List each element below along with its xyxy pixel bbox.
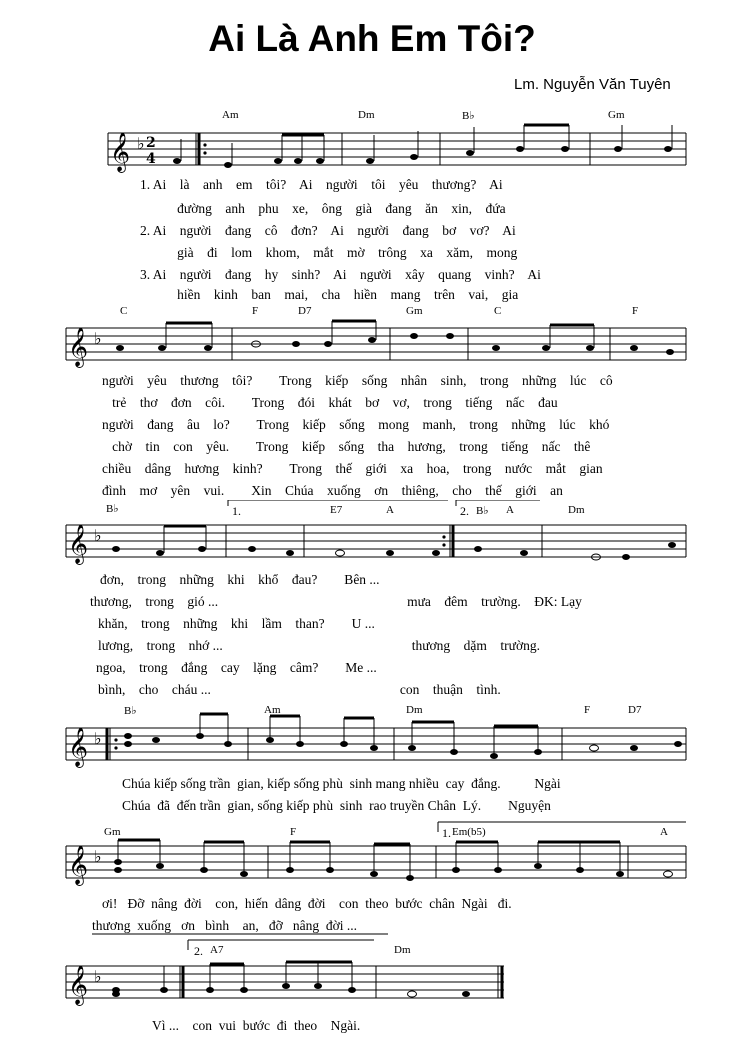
chord-symbol: B♭ (476, 505, 489, 517)
chord-symbol: Am (264, 704, 281, 716)
flat-icon: ♭ (94, 729, 102, 748)
lyric-line: thương, trong gió ... mưa đêm trường. ĐK: Lạy (90, 594, 582, 609)
chord-symbol: Dm (358, 109, 375, 121)
treble-clef-icon: 𝄞 (68, 727, 89, 767)
treble-clef-icon: 𝄞 (110, 132, 131, 172)
music-system-5 (0, 818, 744, 938)
lyric-line: chờ tin con yêu. Trong kiếp sống tha hương, trong tiếng nấc thê (102, 439, 591, 454)
volta-1-label: 1. (442, 826, 451, 840)
flat-icon: ♭ (94, 526, 102, 545)
chord-symbol: F (252, 305, 259, 317)
chord-symbol: Gm (104, 826, 121, 838)
lyric-line: đường anh phu xe, ông già đang ăn xin, đứa (140, 201, 506, 216)
lyric-line: chiều dâng hương kinh? Trong thế giới xa hoa, trong nước mắt gian (102, 461, 603, 476)
flat-icon: ♭ (137, 134, 145, 153)
chord-symbol: C (494, 305, 502, 317)
chord-symbol: C (120, 305, 128, 317)
lyric-line: ngoa, trong đắng cay lặng câm? Me ... (96, 660, 377, 675)
chord-symbol: D7 (298, 305, 312, 317)
chord-symbol: A7 (210, 944, 224, 956)
chord-symbol: A (660, 826, 668, 838)
treble-clef-icon: 𝄞 (68, 524, 89, 564)
music-system-6 (0, 936, 744, 1053)
music-system-3 (0, 500, 744, 700)
lyric-line: già đi lom khom, mắt mờ trông xa xăm, mong (140, 245, 518, 260)
lyric-line: ơi! Đỡ nâng đời con, hiến dâng đời con theo bước chân Ngài đi. (102, 896, 512, 911)
music-system-2 (0, 303, 744, 503)
music-system-4 (0, 700, 744, 820)
svg-text:4: 4 (146, 151, 156, 167)
chord-symbol: F (290, 826, 297, 838)
lyric-line: 3. Ai người đang hy sinh? Ai người xây quang vinh? Ai (140, 267, 541, 282)
chord-symbol: A (386, 504, 394, 516)
treble-clef-icon: 𝄞 (68, 327, 89, 367)
chord-symbol: Em(b5) (452, 826, 486, 838)
volta-2-label: 2. (194, 944, 203, 958)
lyric-line: đơn, trong những khi khổ đau? Bên ... (100, 572, 380, 587)
chord-symbol: Am (222, 109, 239, 121)
lyric-line: Chúa đã đến trần gian, sống kiếp phù sinh rao truyền Chân Lý. Nguyện (122, 798, 551, 813)
lyric-line: Vì ... con vui bước đi theo Ngài. (152, 1018, 361, 1033)
chord-symbol: Dm (394, 944, 411, 956)
chord-symbol: Gm (406, 305, 423, 317)
chord-symbol: Dm (406, 704, 423, 716)
lyric-line: trẻ thơ đơn côi. Trong đói khát bơ vơ, trong tiếng nấc đau (102, 395, 558, 410)
lyric-line: Chúa kiếp sống trần gian, kiếp sống phù sinh mang nhiều cay đắng. Ngài (122, 776, 561, 791)
treble-clef-icon: 𝄞 (68, 845, 89, 885)
lyric-line: lương, trong nhớ ... thương dặm trường. (98, 638, 540, 653)
treble-clef-icon: 𝄞 (68, 965, 89, 1005)
chord-symbol: B♭ (462, 110, 475, 122)
music-system-1 (0, 105, 744, 305)
lyric-line: đình mơ yên vui. Xin Chúa xuống ơn thiêng, cho thế giới an (102, 483, 563, 498)
volta-bracket-line (0, 818, 744, 938)
volta-1-label: 1. (232, 504, 241, 518)
composer-name: Lm. Nguyễn Văn Tuyên (514, 76, 671, 93)
lyric-line: hiền kinh ban mai, cha hiền mang trên vai, gia (140, 287, 519, 302)
flat-icon: ♭ (94, 967, 102, 986)
lyric-line: 1. Ai là anh em tôi? Ai người tôi yêu thương? Ai (140, 177, 503, 192)
chord-symbol: E7 (330, 504, 343, 516)
flat-icon: ♭ (94, 329, 102, 348)
chord-symbol: B♭ (124, 705, 137, 717)
chord-symbol: A (506, 504, 514, 516)
chord-symbol: B♭ (106, 503, 119, 515)
lyric-line: người yêu thương tôi? Trong kiếp sống nhân sinh, trong những lúc cô (102, 373, 613, 388)
chord-symbol: F (584, 704, 591, 716)
lyric-line: khăn, trong những khi lầm than? U ... (98, 616, 375, 631)
svg-text:2: 2 (146, 135, 156, 151)
staff-6 (0, 936, 744, 1006)
flat-icon: ♭ (94, 847, 102, 866)
lyric-line: thương xuống ơn bình an, đỡ nâng đời ... (92, 918, 357, 933)
volta-2-label: 2. (460, 504, 469, 518)
lyric-line: bình, cho cháu ... con thuận tình. (98, 682, 501, 697)
song-title: Ai Là Anh Em Tôi? (208, 18, 536, 59)
lyric-line: người đang âu lo? Trong kiếp sống mong manh, trong những lúc khó (102, 417, 610, 432)
lyric-line: 2. Ai người đang cô đơn? Ai người đang bơ vơ? Ai (140, 223, 516, 238)
chord-symbol: F (632, 305, 639, 317)
chord-symbol: D7 (628, 704, 642, 716)
chord-symbol: Dm (568, 504, 585, 516)
chord-symbol: Gm (608, 109, 625, 121)
